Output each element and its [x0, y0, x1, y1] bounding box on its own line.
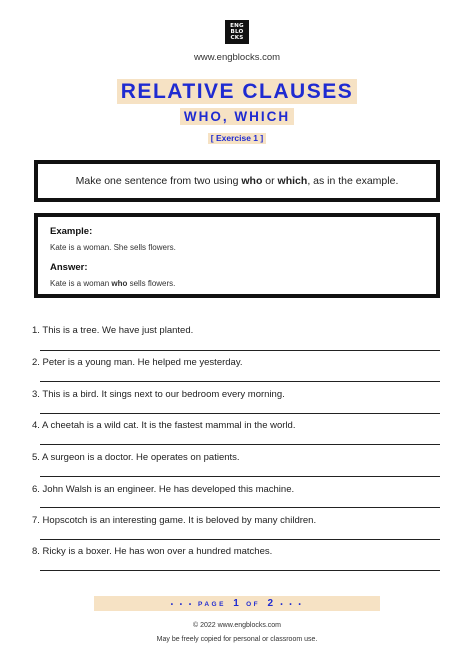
example-label: Example:: [50, 226, 93, 237]
answer-text: [50, 279, 424, 288]
answer-line-3[interactable]: [40, 413, 440, 414]
page-dots-right: • • •: [280, 601, 304, 608]
logo-line-3: CKS: [230, 35, 244, 41]
instruction-box: [34, 160, 440, 202]
engblocks-logo: [225, 20, 249, 44]
answer-label: Answer:: [50, 262, 88, 273]
question-4: 4. A cheetah is a wild cat. It is the fastest mammal in the world.: [32, 420, 296, 431]
answer-line-4[interactable]: [40, 444, 440, 445]
logo-line-2: BLO: [230, 29, 244, 35]
instruction-bold-which: which: [277, 175, 308, 187]
copyright-text: © 2022 www.engblocks.com: [192, 622, 282, 629]
of-word: OF: [246, 601, 261, 608]
question-2: 2. Peter is a young man. He helped me yesterday.: [32, 357, 243, 368]
example-text: Kate is a woman. She sells flowers.: [50, 243, 176, 252]
answer-after: sells flowers.: [127, 279, 176, 288]
subtitle-text: WHO, WHICH: [180, 108, 294, 125]
question-5: 5. A surgeon is a doctor. He operates on patients.: [32, 452, 240, 463]
exercise-tag-text: [ Exercise 1 ]: [208, 133, 266, 144]
question-8: 8. Ricky is a boxer. He has won over a hundred matches.: [32, 546, 273, 557]
answer-line-5[interactable]: [40, 476, 440, 477]
answer-line-2[interactable]: [40, 381, 440, 382]
answer-line-8[interactable]: [40, 570, 440, 571]
question-7: 7. Hopscotch is an interesting game. It is beloved by many children.: [32, 515, 317, 526]
instruction-middle: or: [262, 175, 278, 187]
instruction-text: [76, 175, 399, 187]
title-text: RELATIVE CLAUSES: [117, 79, 357, 104]
page-word: PAGE: [197, 601, 226, 608]
page-number: 1: [233, 598, 239, 609]
question-3: 3. This is a bird. It sings next to our bedroom every morning.: [32, 389, 285, 400]
page-indicator: [94, 596, 380, 611]
answer-line-1[interactable]: [40, 350, 440, 351]
instruction-before: Make one sentence from two using: [75, 175, 242, 187]
logo-line-1: ENG: [230, 23, 244, 29]
question-6: 6. John Walsh is an engineer. He has developed this machine.: [32, 484, 295, 495]
instruction-after: , as in the example.: [307, 175, 399, 187]
page-total: 2: [267, 598, 274, 609]
worksheet-subtitle: [0, 108, 474, 126]
license-text: May be freely copied for personal or classroom use.: [156, 636, 318, 643]
instruction-bold-who: who: [241, 175, 263, 187]
exercise-tag: [0, 128, 474, 146]
answer-line-7[interactable]: [40, 539, 440, 540]
page-dots-left: • • •: [170, 601, 194, 608]
example-box: [34, 213, 440, 298]
worksheet-title: [0, 79, 474, 104]
answer-bold: who: [111, 279, 128, 288]
answer-line-6[interactable]: [40, 507, 440, 508]
question-1: 1. This is a tree. We have just planted.: [32, 325, 194, 336]
answer-before: Kate is a woman: [50, 279, 112, 288]
site-url[interactable]: www.engblocks.com: [193, 52, 281, 63]
